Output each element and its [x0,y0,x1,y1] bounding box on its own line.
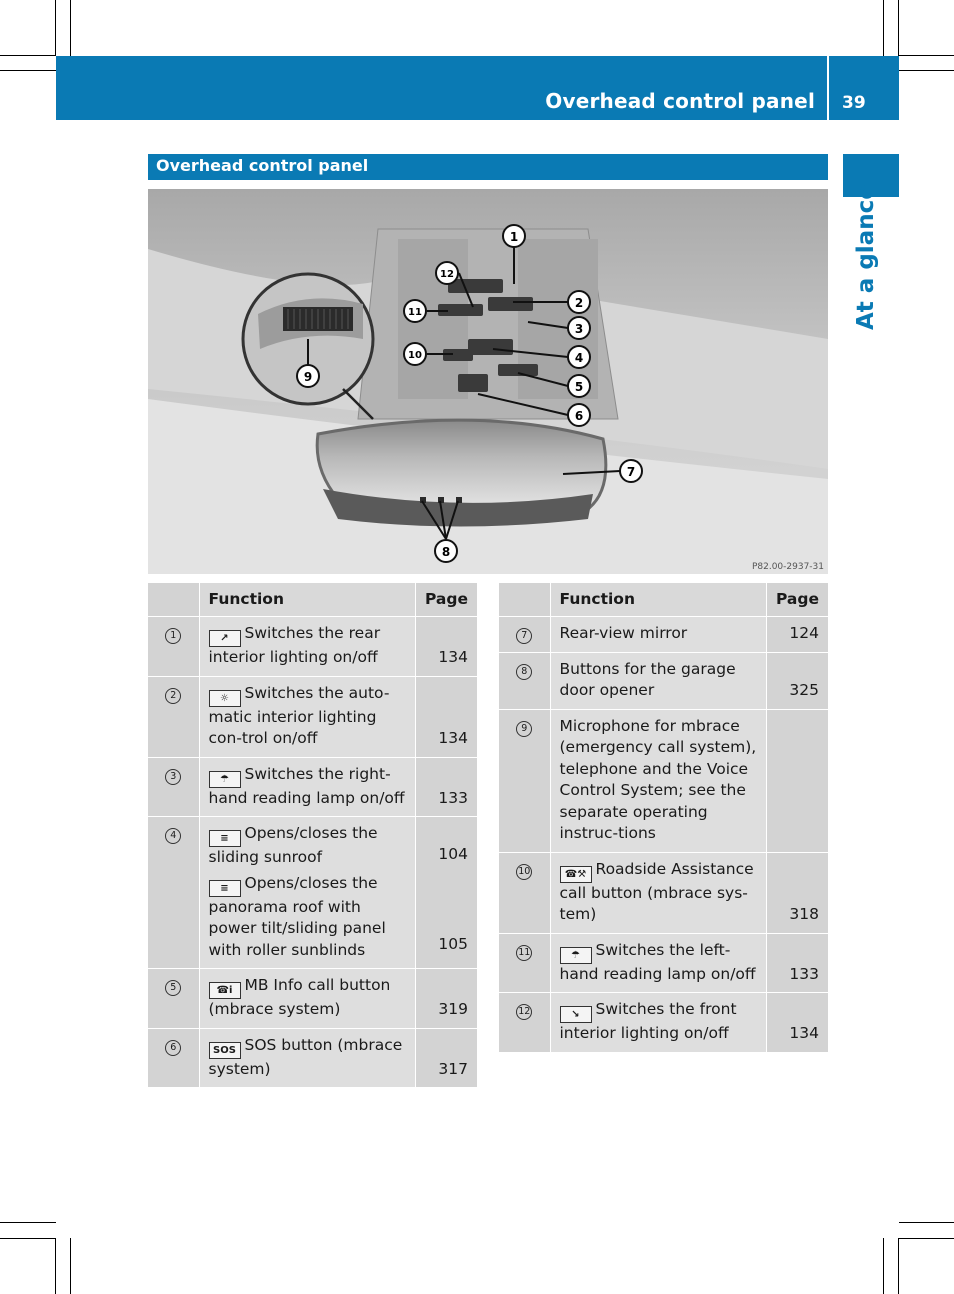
figure-code: P82.00-2937-31 [751,562,824,572]
function-text: Switches the front interior lighting on/off [559,1000,737,1042]
page-reference: 133 [789,964,819,983]
reading-lamp-icon: ☂ [560,947,592,964]
crop-mark [898,0,899,56]
callout-12 [436,262,458,284]
function-description [560,659,757,702]
front-interior-light-icon: ↘ [560,1006,592,1023]
function-description [209,823,406,869]
section-heading [148,154,828,180]
page-reference: 134 [438,729,468,747]
page-cell [415,817,477,969]
table-row [148,969,477,1029]
page-header-cell: Page [415,583,477,617]
table-row [499,993,828,1053]
table-row [499,933,828,993]
function-cell [550,933,766,993]
table-row [499,617,828,653]
page-cell [415,969,477,1029]
svg-text:12: 12 [440,269,454,280]
function-cell [199,757,415,817]
row-number [499,993,550,1053]
page-cell [415,757,477,817]
svg-text:8: 8 [441,545,451,559]
page-reference: 134 [438,648,468,666]
table-row [499,852,828,933]
function-text: SOS button (mbrace system) [208,1035,403,1078]
function-text: Buttons for the garage door opener [559,659,736,699]
function-cell [199,969,415,1029]
row-number [499,852,550,933]
function-text: Opens/closes the panorama roof with power tilt/sliding panel with roller sunblinds [208,873,386,959]
row-number [148,1028,199,1088]
sunroof-icon: ≡ [209,830,241,847]
function-description [209,873,406,962]
row-number-badge: 11 [516,945,532,961]
page-reference: 325 [789,681,819,699]
function-description [209,975,406,1021]
svg-text:1: 1 [509,230,519,244]
row-number-badge: 3 [165,769,181,785]
page-reference: 319 [438,1000,468,1018]
svg-text:11: 11 [408,307,422,318]
crop-mark [0,1222,56,1223]
row-number-badge: 5 [165,980,181,996]
crop-mark [0,55,56,56]
svg-text:2: 2 [574,296,584,310]
table-row [148,676,477,757]
function-cell [550,709,766,852]
function-cell [550,617,766,653]
row-number-badge: 6 [165,1040,181,1056]
sunroof-icon: ≡ [209,880,241,897]
page-reference: 134 [789,1024,819,1042]
row-number [148,817,199,969]
svg-text:4: 4 [574,351,584,365]
callout-11 [404,300,426,322]
function-table-right [499,583,828,1053]
function-description [560,940,757,986]
sos-icon: SOS [209,1042,241,1059]
function-description [209,683,406,750]
function-header: Function [199,583,415,617]
crop-mark [55,0,56,56]
crop-mark [0,1238,56,1239]
crop-mark [0,70,56,71]
row-number [148,676,199,757]
svg-text:9: 9 [303,370,313,384]
crop-mark [898,1238,899,1294]
callout-9 [297,365,319,387]
reading-lamp-icon: ☂ [209,771,241,788]
callout-4 [568,346,590,368]
row-number-badge: 12 [516,1004,532,1020]
function-cell [199,676,415,757]
auto-interior-light-icon: ☼ [209,690,241,707]
section-title: Overhead control panel [156,156,369,175]
function-description [560,716,757,845]
page-cell [766,709,828,852]
function-cell [199,617,415,677]
row-number-badge: 8 [516,664,532,680]
function-cell [199,817,415,969]
row-number [148,757,199,817]
function-text: Switches the right-hand reading lamp on/off [208,764,405,807]
page-reference: 124 [789,624,819,642]
function-description [560,859,757,926]
page-header-cell: Page [766,583,828,617]
svg-text:3: 3 [574,322,584,336]
function-description [560,623,757,645]
svg-text:6: 6 [574,409,584,423]
function-text: Switches the auto-matic interior lighting con-trol on/off [208,683,390,747]
function-cell [550,852,766,933]
row-number [499,617,550,653]
header-title: Overhead control panel [545,89,815,113]
crop-mark [55,1238,56,1294]
svg-text:10: 10 [408,350,422,361]
table-row [148,757,477,817]
callout-7 [620,460,642,482]
row-number [148,969,199,1029]
roadside-assistance-icon: ☎⚒ [560,866,592,883]
function-description [209,623,406,669]
table-row [499,709,828,852]
function-table-left [148,583,477,1088]
row-number-badge: 7 [516,628,532,644]
page-cell [766,993,828,1053]
table-row [499,652,828,709]
function-text: MB Info call button (mbrace system) [208,976,391,1018]
crop-mark [883,0,884,56]
row-number [148,617,199,677]
crop-mark [899,55,954,56]
crop-mark [899,70,954,71]
table-row [148,817,477,969]
function-text: Switches the rear interior lighting on/off [208,624,381,666]
page-header [56,56,899,120]
row-number [499,652,550,709]
function-cell [550,993,766,1053]
callout-8 [435,540,457,562]
function-text: Switches the left-hand reading lamp on/off [559,940,756,983]
number-header [148,583,199,617]
svg-text:5: 5 [574,380,584,394]
function-description [560,999,757,1045]
page-reference: 105 [438,934,468,953]
page-cell [766,933,828,993]
table-row [148,617,477,677]
table-row [148,1028,477,1088]
row-number-badge: 2 [165,688,181,704]
function-description [209,1035,406,1081]
page-cell [766,852,828,933]
crop-mark [883,1238,884,1294]
page-cell [415,1028,477,1088]
number-header [499,583,550,617]
header-divider [827,56,829,120]
page-cell [415,617,477,677]
overhead-panel-photo [148,189,828,574]
page-number: 39 [842,93,866,113]
table-header-row [499,583,828,617]
row-number-badge: 9 [516,721,532,737]
svg-text:7: 7 [626,465,636,479]
page-reference: 104 [438,845,468,863]
table-header-row [148,583,477,617]
row-number [499,933,550,993]
page-cell [766,652,828,709]
row-number-badge: 10 [516,864,532,880]
callout-6 [568,404,590,426]
chapter-label: At a glance [853,184,879,330]
page-reference: 318 [789,905,819,923]
row-number-badge: 1 [165,628,181,644]
callout-10 [404,343,426,365]
function-text: Roadside Assistance call button (mbrace sys-tem) [559,859,754,923]
crop-mark [899,1238,954,1239]
function-description [209,764,406,810]
callout-2 [568,291,590,313]
crop-mark [899,1222,954,1223]
function-cell [199,1028,415,1088]
page-reference: 317 [438,1059,468,1078]
callout-3 [568,317,590,339]
rear-interior-light-icon: ↗ [209,630,241,647]
mb-info-call-icon: ☎i [209,982,241,999]
page-cell [766,617,828,653]
crop-mark [70,0,71,56]
function-cell [550,652,766,709]
row-number-badge: 4 [165,828,181,844]
function-header: Function [550,583,766,617]
callout-5 [568,375,590,397]
callout-1 [503,225,525,247]
function-text: Rear-view mirror [559,624,688,642]
function-text: Microphone for mbrace (emergency call system), telephone and the Voice Control System; see the separate operating instruc-tions [559,716,757,842]
page-cell [415,676,477,757]
function-text: Opens/closes the sliding sunroof [208,824,378,866]
overhead-panel-illustration [148,189,828,574]
page-reference: 133 [438,788,468,807]
row-number [499,709,550,852]
crop-mark [70,1238,71,1294]
